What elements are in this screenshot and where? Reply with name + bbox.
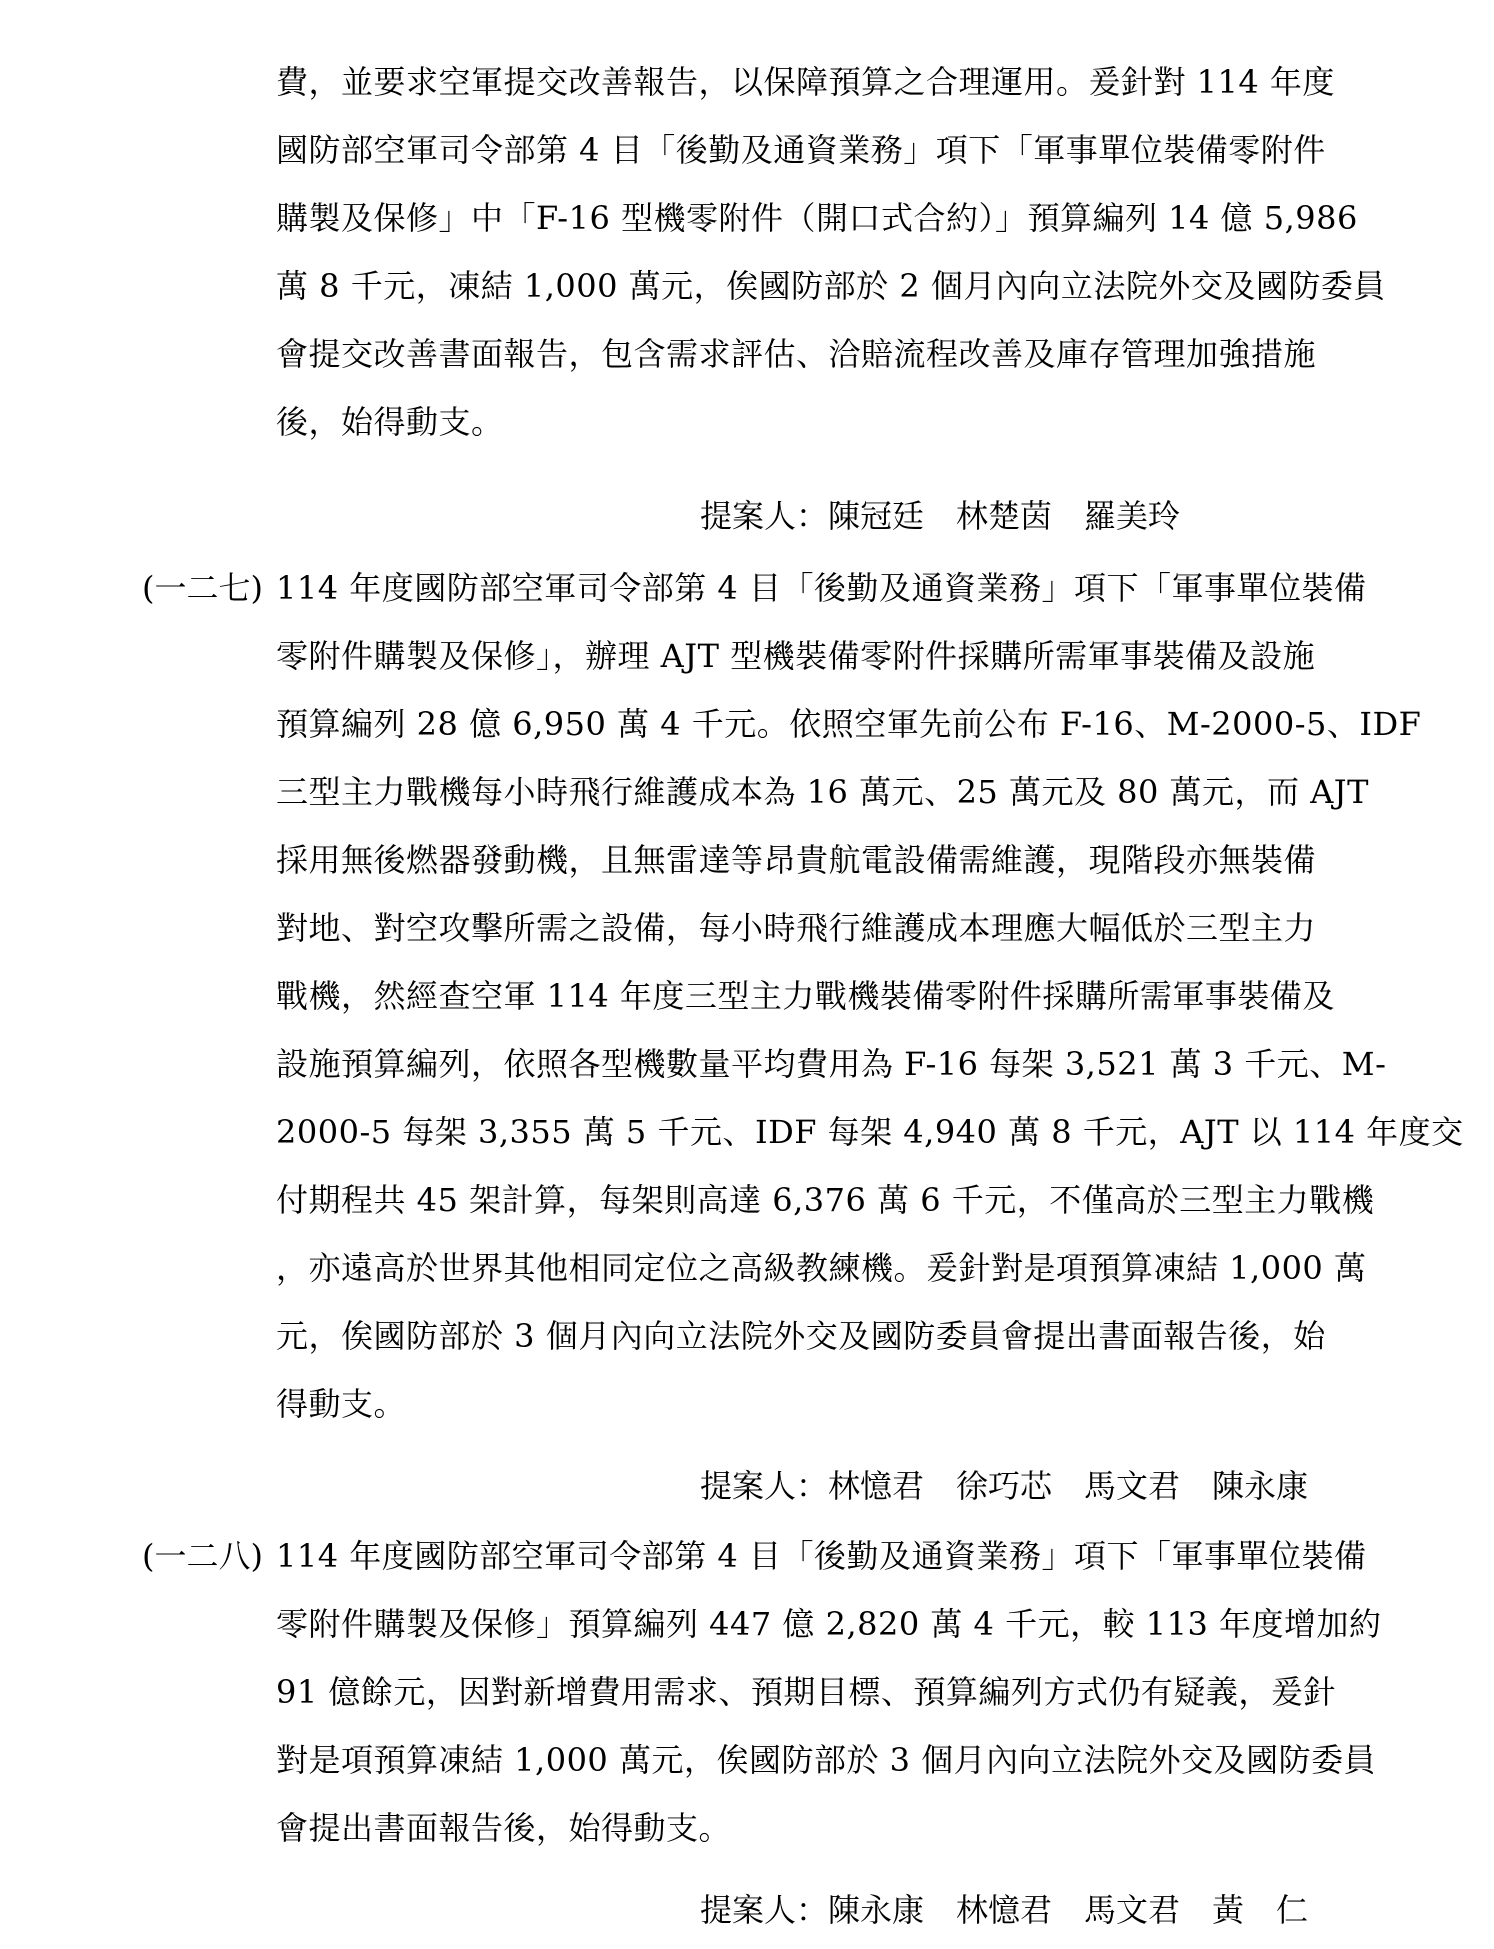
paragraph-line: 114 年度國防部空軍司令部第 4 目「後勤及通資業務」項下「軍事單位裝備 bbox=[276, 569, 1367, 607]
paragraph-line: 對地、對空攻擊所需之設備，每小時飛行維護成本理應大幅低於三型主力 bbox=[276, 909, 1317, 947]
paragraph-line: 設施預算編列，依照各型機數量平均費用為 F-16 每架 3,521 萬 3 千元、M- bbox=[276, 1045, 1387, 1083]
paragraph-line: 元，俟國防部於 3 個月內向立法院外交及國防委員會提出書面報告後，始 bbox=[276, 1317, 1326, 1355]
paragraph-line: 國防部空軍司令部第 4 目「後勤及通資業務」項下「軍事單位裝備零附件 bbox=[276, 131, 1326, 169]
paragraph-line: 零附件購製及保修」預算編列 447 億 2,820 萬 4 千元，較 113 年度增加約 bbox=[276, 1605, 1382, 1643]
paragraph-line: 零附件購製及保修」，辦理 AJT 型機裝備零附件採購所需軍事裝備及設施 bbox=[276, 637, 1316, 675]
paragraph-line: 會提交改善書面報告，包含需求評估、洽賠流程改善及庫存管理加強措施 bbox=[276, 335, 1317, 373]
proposer-line: 提案人：陳永康 林憶君 馬文君 黃 仁 bbox=[700, 1891, 1309, 1929]
paragraph-line: 會提出書面報告後，始得動支。 bbox=[276, 1809, 732, 1847]
paragraph-line: ，亦遠高於世界其他相同定位之高級教練機。爰針對是項預算凍結 1,000 萬 bbox=[276, 1249, 1367, 1287]
paragraph-line: 預算編列 28 億 6,950 萬 4 千元。依照空軍先前公布 F-16、M-2000-5、IDF bbox=[276, 705, 1422, 743]
paragraph-line: 後，始得動支。 bbox=[276, 403, 504, 441]
proposer-line: 提案人：陳冠廷 林楚茵 羅美玲 bbox=[700, 497, 1181, 535]
paragraph-line: 萬 8 千元，凍結 1,000 萬元，俟國防部於 2 個月內向立法院外交及國防委員 bbox=[276, 267, 1386, 305]
paragraph-line: 採用無後燃器發動機，且無雷達等昂貴航電設備需維護，現階段亦無裝備 bbox=[276, 841, 1317, 879]
paragraph-line: 戰機，然經查空軍 114 年度三型主力戰機裝備零附件採購所需軍事裝備及 bbox=[276, 977, 1335, 1015]
paragraph-line: 購製及保修」中「F-16 型機零附件（開口式合約）」預算編列 14 億 5,986 bbox=[276, 199, 1358, 237]
item-number: (一二七) bbox=[142, 569, 263, 607]
paragraph-line: 費，並要求空軍提交改善報告，以保障預算之合理運用。爰針對 114 年度 bbox=[276, 63, 1335, 101]
paragraph-line: 91 億餘元，因對新增費用需求、預期目標、預算編列方式仍有疑義，爰針 bbox=[276, 1673, 1336, 1711]
paragraph-line: 114 年度國防部空軍司令部第 4 目「後勤及通資業務」項下「軍事單位裝備 bbox=[276, 1537, 1367, 1575]
paragraph-line: 得動支。 bbox=[276, 1385, 407, 1423]
paragraph-line: 對是項預算凍結 1,000 萬元，俟國防部於 3 個月內向立法院外交及國防委員 bbox=[276, 1741, 1377, 1779]
paragraph-line: 三型主力戰機每小時飛行維護成本為 16 萬元、25 萬元及 80 萬元，而 AJT bbox=[276, 773, 1369, 811]
item-number: (一二八) bbox=[142, 1537, 263, 1575]
paragraph-line: 2000-5 每架 3,355 萬 5 千元、IDF 每架 4,940 萬 8 千元，AJT 以 114 年度交 bbox=[276, 1113, 1464, 1151]
paragraph-line: 付期程共 45 架計算，每架則高達 6,376 萬 6 千元，不僅高於三型主力戰機 bbox=[276, 1181, 1375, 1219]
proposer-line: 提案人：林憶君 徐巧芯 馬文君 陳永康 bbox=[700, 1467, 1309, 1505]
